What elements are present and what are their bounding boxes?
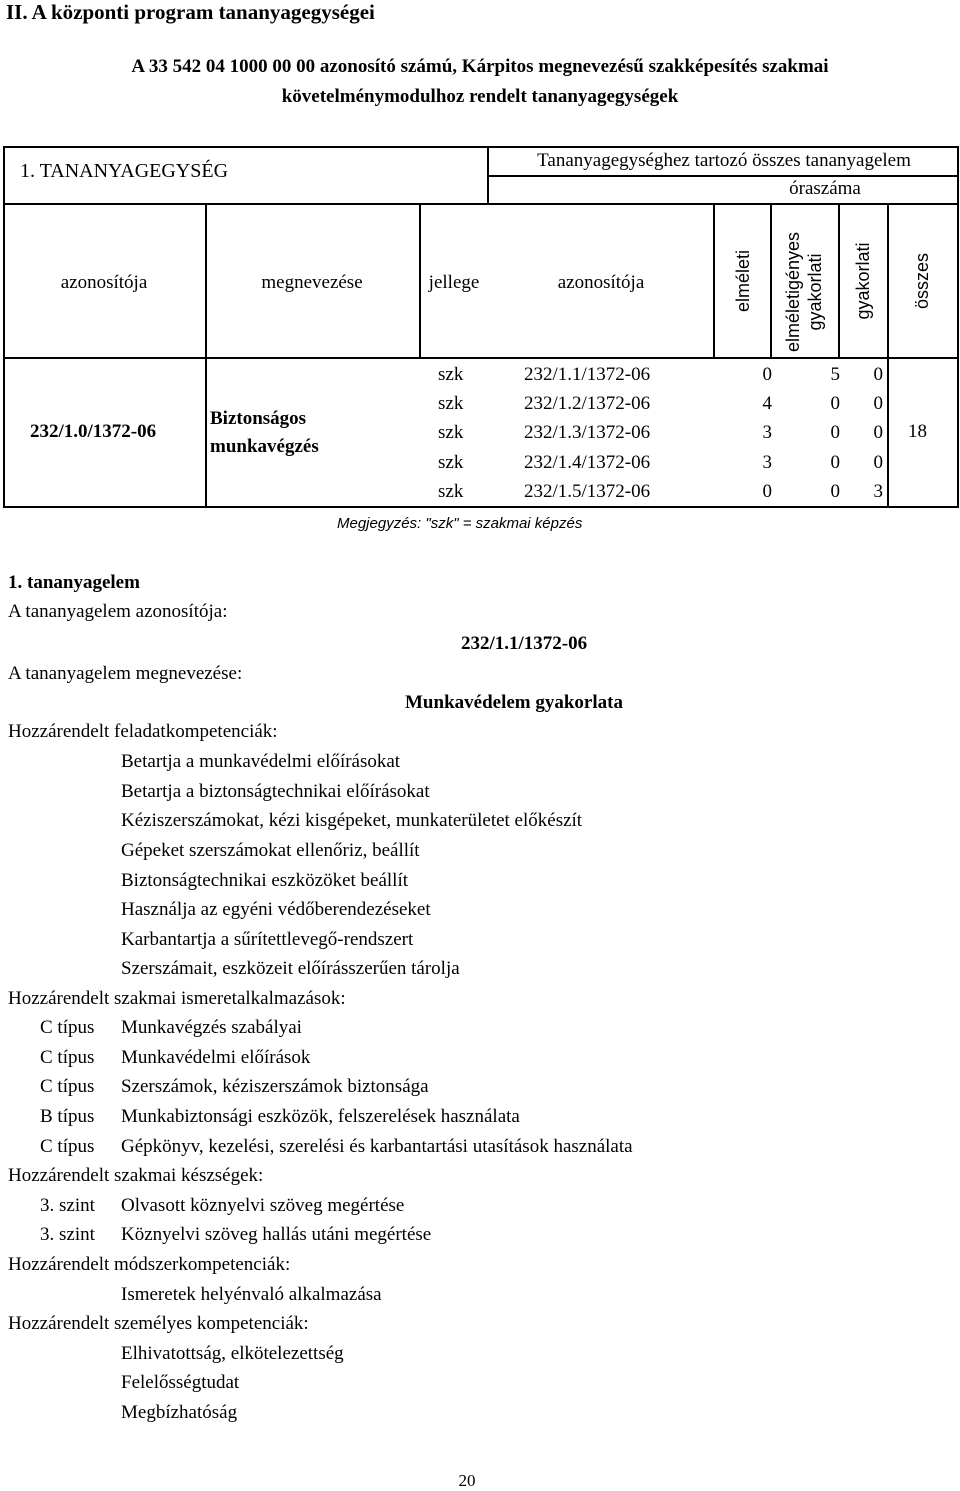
row-theory-practice: 0 <box>830 422 840 443</box>
col-header-id: azonosítója <box>60 272 148 293</box>
task-competency-item: Betartja a munkavédelmi előírásokat <box>121 751 401 772</box>
col-header-theory-practice-line1: elméletigényes <box>783 231 803 353</box>
col-header-type: jellege <box>428 272 480 293</box>
row-practice: 3 <box>873 481 883 502</box>
col-header-total: összes <box>912 252 932 310</box>
row-element-id: 232/1.4/1372-06 <box>524 452 651 473</box>
task-competencies-label: Hozzárendelt feladatkompetenciák: <box>8 721 278 742</box>
knowledge-level: C típus <box>40 1017 95 1038</box>
element-heading: 1. tananyagelem <box>8 572 140 593</box>
knowledge-text: Szerszámok, kéziszerszámok biztonsága <box>121 1076 429 1097</box>
unit-name <box>210 405 319 461</box>
col-header-theory-practice <box>782 212 826 372</box>
skill-text: Köznyelvi szöveg hallás utáni megértése <box>121 1224 432 1245</box>
row-theory-practice: 0 <box>830 393 840 414</box>
hours-heading: Tananyagegységhez tartozó összes tananyagelem <box>537 150 911 171</box>
table-note: Megjegyzés: "szk" = szakmai képzés <box>337 515 583 532</box>
row-type: szk <box>438 364 464 385</box>
unit-id: 232/1.0/1372-06 <box>30 421 157 442</box>
knowledge-text: Gépkönyv, kezelési, szerelési és karbantartási utasítások használata <box>121 1136 633 1157</box>
row-theory-practice: 5 <box>830 364 840 385</box>
knowledge-level: C típus <box>40 1076 95 1097</box>
knowledge-level: B típus <box>40 1106 95 1127</box>
row-element-id: 232/1.3/1372-06 <box>524 422 651 443</box>
task-competency-item: Kéziszerszámokat, kézi kisgépeket, munkaterületet előkészít <box>121 810 583 831</box>
knowledge-text: Munkavédelmi előírások <box>121 1047 311 1068</box>
unit-heading: 1. TANANYAGEGYSÉG <box>20 160 229 182</box>
row-type: szk <box>438 393 464 414</box>
section-title: II. A központi program tananyagegységei <box>6 0 375 24</box>
row-practice: 0 <box>873 364 883 385</box>
row-practice: 0 <box>873 393 883 414</box>
unit-name-line1: Biztonságos <box>210 408 307 429</box>
unit-name-line2: munkavégzés <box>210 436 319 457</box>
task-competency-item: Szerszámait, eszközeit előírásszerűen tárolja <box>121 958 460 979</box>
row-theory: 3 <box>762 422 772 443</box>
method-competencies-label: Hozzárendelt módszerkompetenciák: <box>8 1254 291 1275</box>
task-competency-item: Betartja a biztonságtechnikai előírásokat <box>121 781 430 802</box>
subtitle-line-2: követelménymodulhoz rendelt tananyagegységek <box>281 86 679 107</box>
knowledge-text: Munkabiztonsági eszközök, felszerelések használata <box>121 1106 520 1127</box>
task-competency-item: Karbantartja a sűrítettlevegő-rendszert <box>121 929 414 950</box>
personal-competency-item: Elhivatottság, elkötelezettség <box>121 1343 344 1364</box>
row-type: szk <box>438 452 464 473</box>
row-theory: 0 <box>762 364 772 385</box>
knowledge-level: C típus <box>40 1047 95 1068</box>
row-element-id: 232/1.5/1372-06 <box>524 481 651 502</box>
col-header-element-id: azonosítója <box>557 272 645 293</box>
skill-level: 3. szint <box>40 1195 95 1216</box>
skill-text: Olvasott köznyelvi szöveg megértése <box>121 1195 405 1216</box>
subtitle-line-1: A 33 542 04 1000 00 00 azonosító számú, Kárpitos megnevezésű szakképesítés szakmai <box>131 56 829 77</box>
element-id-label: A tananyagelem azonosítója: <box>8 601 228 622</box>
knowledge-level: C típus <box>40 1136 95 1157</box>
task-competency-item: Gépeket szerszámokat ellenőriz, beállít <box>121 840 420 861</box>
element-name-value: Munkavédelem gyakorlata <box>405 692 623 713</box>
row-practice: 0 <box>873 422 883 443</box>
personal-competency-item: Megbízhatóság <box>121 1402 238 1423</box>
element-name-label: A tananyagelem megnevezése: <box>8 663 243 684</box>
page-number: 20 <box>458 1471 476 1490</box>
knowledge-label: Hozzárendelt szakmai ismeretalkalmazások: <box>8 988 346 1009</box>
personal-competency-item: Felelősségtudat <box>121 1372 240 1393</box>
personal-competencies-label: Hozzárendelt személyes kompetenciák: <box>8 1313 309 1334</box>
col-header-theory: elméleti <box>733 249 753 313</box>
knowledge-text: Munkavégzés szabályai <box>121 1017 302 1038</box>
row-theory: 0 <box>762 481 772 502</box>
row-element-id: 232/1.2/1372-06 <box>524 393 651 414</box>
row-type: szk <box>438 481 464 502</box>
method-competency-item: Ismeretek helyénvaló alkalmazása <box>121 1284 382 1305</box>
row-type: szk <box>438 422 464 443</box>
row-theory: 3 <box>762 452 772 473</box>
col-header-name: megnevezése <box>261 272 363 293</box>
col-header-practice: gyakorlati <box>853 242 873 320</box>
task-competency-item: Biztonságtechnikai eszközöket beállít <box>121 870 409 891</box>
row-theory-practice: 0 <box>830 481 840 502</box>
row-theory: 4 <box>762 393 772 414</box>
hours-heading-sub: óraszáma <box>789 178 861 199</box>
row-element-id: 232/1.1/1372-06 <box>524 364 651 385</box>
row-theory-practice: 0 <box>830 452 840 473</box>
col-header-theory-practice-line2: gyakorlati <box>805 253 825 331</box>
row-practice: 0 <box>873 452 883 473</box>
unit-total: 18 <box>908 421 927 442</box>
element-id-value: 232/1.1/1372-06 <box>461 633 588 654</box>
skills-label: Hozzárendelt szakmai készségek: <box>8 1165 264 1186</box>
skill-level: 3. szint <box>40 1224 95 1245</box>
task-competency-item: Használja az egyéni védőberendezéseket <box>121 899 431 920</box>
